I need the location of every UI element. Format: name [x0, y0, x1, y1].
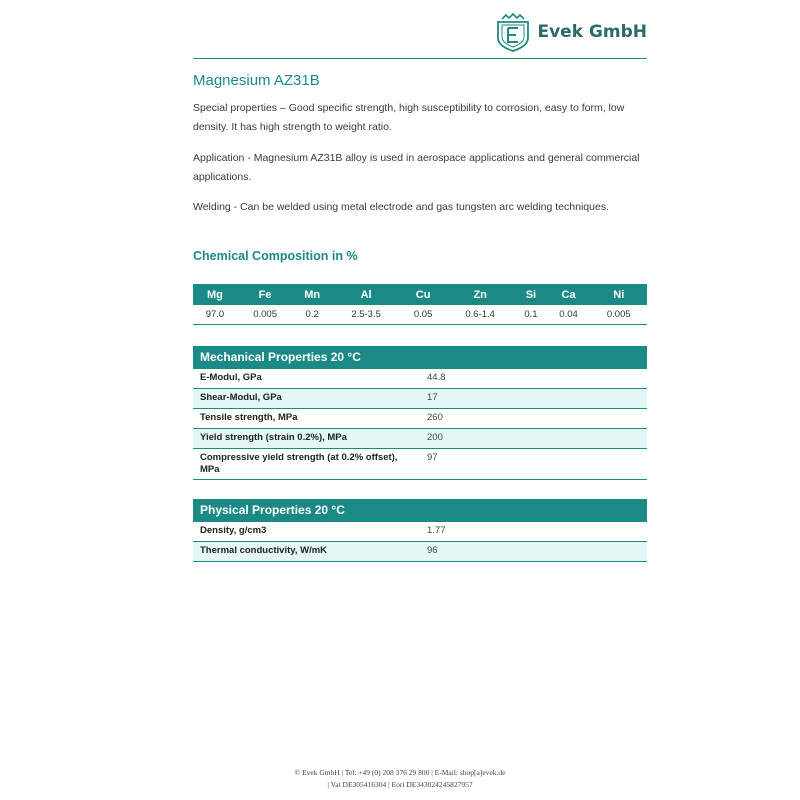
element-header: Ni [591, 284, 648, 305]
header [193, 10, 647, 59]
table-row [193, 389, 647, 409]
property-label: Compressive yield strength (at 0.2% offset), MPa [193, 449, 420, 480]
element-value: 0.2 [305, 309, 319, 320]
element-header: Fe [237, 284, 293, 305]
table-row [193, 409, 647, 429]
property-label: Tensile strength, MPa [193, 409, 420, 429]
element-header: Si [515, 284, 546, 305]
element-header: Ca [547, 284, 591, 305]
element-value: 0.005 [253, 309, 277, 320]
table-row [193, 429, 647, 449]
footer-contact-line: © Evek GmbH | Tel: +49 (0) 208 376 29 800 | E-Mail: shop[a]evek.de [294, 768, 506, 777]
property-label: Thermal conductivity, W/mK [193, 542, 420, 562]
property-value: 17 [420, 389, 647, 409]
chemical-value-row [193, 305, 647, 325]
element-value: 0.6-1.4 [465, 309, 495, 320]
table-row [193, 369, 647, 389]
element-value: 0.1 [524, 309, 538, 320]
element-header: Mg [193, 284, 237, 305]
mechanical-properties-title: Mechanical Properties 20 °C [193, 346, 647, 369]
page-title: Magnesium AZ31B [193, 72, 320, 89]
property-value: 44.8 [420, 369, 647, 389]
property-label: Yield strength (strain 0.2%), MPa [193, 429, 420, 449]
element-header: Mn [293, 284, 331, 305]
element-header: Al [331, 284, 401, 305]
chemical-composition-title: Chemical Composition in % [193, 249, 358, 263]
special-properties-paragraph: Special properties – Good specific strength, high susceptibility to corrosion, easy to form, low density. It has high strength to weight ratio. [193, 102, 625, 133]
property-value: 200 [420, 429, 647, 449]
element-value: 0.005 [606, 309, 631, 320]
brand-logo [494, 12, 647, 52]
property-value: 1.77 [420, 522, 647, 542]
property-value: 96 [420, 542, 647, 562]
footer-tax-line: | Vat DE305416304 | Eori DE343024245827957 [327, 780, 473, 789]
footer [0, 767, 800, 791]
property-label: Shear-Modul, GPa [193, 389, 420, 409]
chemical-composition-table [193, 284, 647, 325]
chemical-header-row [193, 284, 647, 305]
element-header: Cu [401, 284, 445, 305]
element-value: 2.5-3.5 [351, 309, 381, 320]
table-row [193, 522, 647, 542]
table-row [193, 542, 647, 562]
element-value: 0.04 [559, 309, 578, 320]
property-label: Density, g/cm3 [193, 522, 420, 542]
property-value: 260 [420, 409, 647, 429]
element-value: 0.05 [413, 309, 433, 320]
table-row [193, 449, 647, 480]
shield-e-logo-icon [494, 12, 532, 52]
element-value: 97.0 [205, 309, 225, 320]
mechanical-properties-table [193, 346, 647, 480]
physical-properties-table [193, 499, 647, 562]
property-label: E-Modul, GPa [193, 369, 420, 389]
application-paragraph: Application - Magnesium AZ31B alloy is used in aerospace applications and general commercial applications. [193, 152, 640, 183]
welding-paragraph: Welding - Can be welded using metal electrode and gas tungsten arc welding techniques. [193, 201, 609, 213]
element-header: Zn [445, 284, 515, 305]
property-value: 97 [420, 449, 647, 480]
physical-properties-title: Physical Properties 20 °C [193, 499, 647, 522]
brand-name: Evek GmbH [537, 22, 647, 42]
